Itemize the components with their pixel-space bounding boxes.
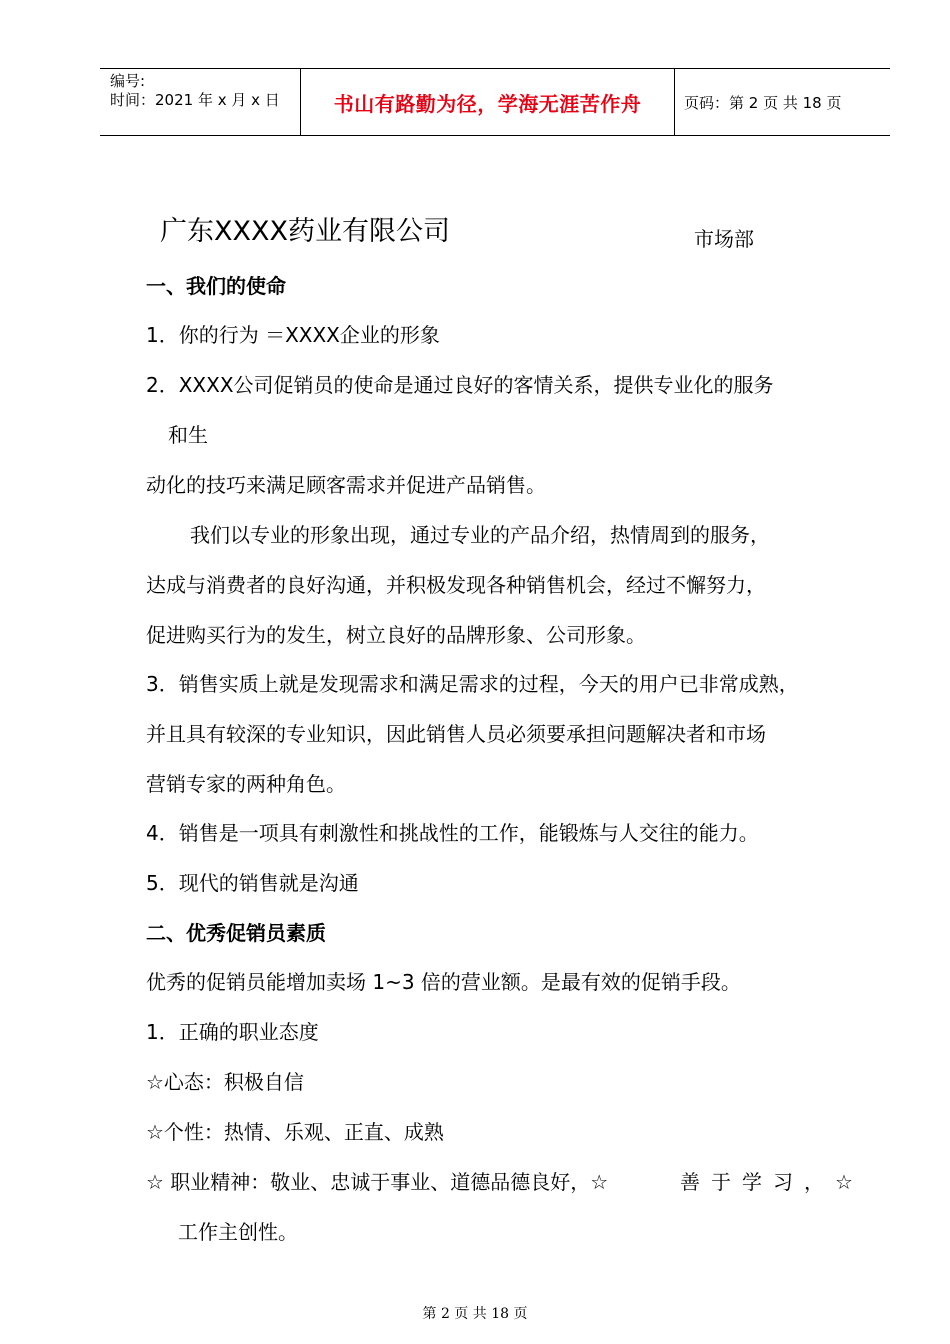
page-header — [100, 68, 890, 136]
item-2-line-3: 动化的技巧来满足顾客需求并促进产品销售。 — [146, 473, 546, 497]
star-item-3-part-b: 善于学习，☆ — [680, 1170, 864, 1194]
paragraph-1-line-2: 达成与消费者的良好沟通，并积极发现各种销售机会，经过不懈努力， — [146, 573, 766, 597]
star-item-3-line-2: 工作主创性。 — [178, 1220, 298, 1244]
item-5: 5．现代的销售就是沟通 — [146, 871, 359, 895]
header-page-info: 页码：第 2 页 共 18 页 — [684, 93, 842, 112]
item-3-line-1: 3．销售实质上就是发现需求和满足需求的过程，今天的用户已非常成熟， — [146, 672, 799, 696]
time-label: 时间：2021 年 x 月 x 日 — [110, 91, 280, 109]
item-1: 1．你的行为 ＝XXXX企业的形象 — [146, 323, 440, 347]
department-label: 市场部 — [694, 227, 754, 251]
header-motto: 书山有路勤为径，学海无涯苦作舟 — [301, 69, 675, 135]
paragraph-1-line-3: 促进购买行为的发生，树立良好的品牌形象、公司形象。 — [146, 623, 646, 647]
section2-intro: 优秀的促销员能增加卖场 1~3 倍的营业额。是最有效的促销手段。 — [146, 970, 741, 994]
paragraph-1-line-1: 我们以专业的形象出现，通过专业的产品介绍，热情周到的服务， — [190, 523, 770, 547]
section1-heading: 一、我们的使命 — [146, 274, 286, 298]
page-footer: 第 2 页 共 18 页 — [422, 1306, 528, 1322]
item-2-line-1: 2．XXXX公司促销员的使命是通过良好的客情关系，提供专业化的服务 — [146, 373, 774, 397]
company-title: 广东XXXX药业有限公司 — [160, 216, 450, 247]
section2-heading: 二、优秀促销员素质 — [146, 921, 326, 945]
item-3-line-3: 营销专家的两种角色。 — [146, 772, 346, 796]
star-item-3-part-a: ☆ 职业精神：敬业、忠诚于事业、道德品德良好，☆ — [146, 1170, 609, 1194]
header-meta — [100, 69, 301, 135]
star-item-1: ☆心态：积极自信 — [146, 1070, 304, 1094]
star-item-2: ☆个性：热情、乐观、正直、成熟 — [146, 1120, 444, 1144]
item-2-line-2: 和生 — [168, 423, 208, 447]
sub-heading-1: 1．正确的职业态度 — [146, 1020, 319, 1044]
item-3-line-2: 并且具有较深的专业知识，因此销售人员必须要承担问题解决者和市场 — [146, 722, 766, 746]
serial-label: 编号: — [110, 72, 146, 90]
item-4: 4．销售是一项具有刺激性和挑战性的工作，能锻炼与人交往的能力。 — [146, 821, 759, 845]
